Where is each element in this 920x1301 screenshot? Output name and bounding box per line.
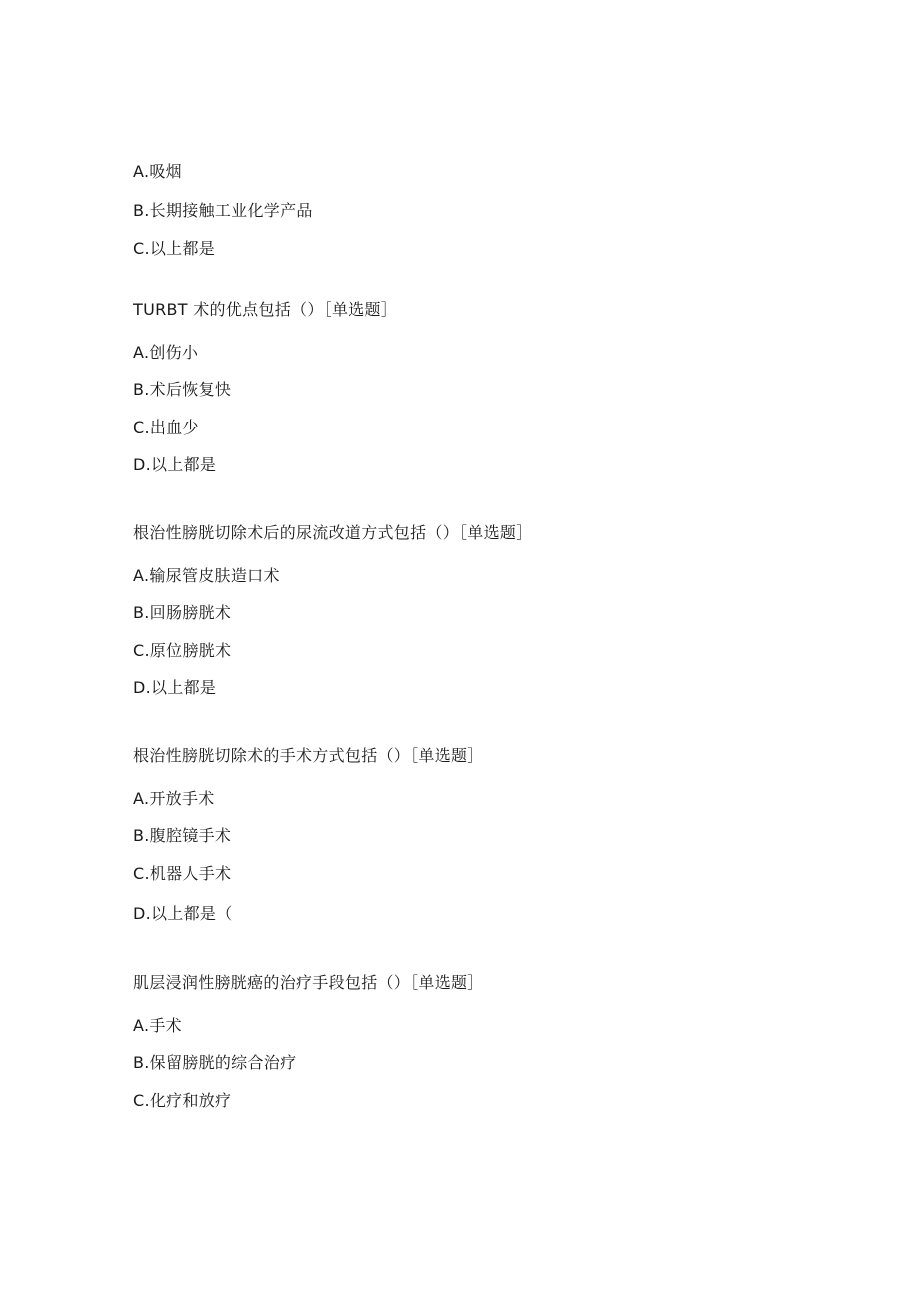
question-urinary-diversion: 根治性膀胱切除术后的尿流改道方式包括（）［单选题］ [133,523,533,542]
option-a: A.开放手术 [133,789,215,808]
option-c: C.化疗和放疗 [133,1091,232,1110]
option-a: A.吸烟 [133,162,182,181]
option-c: C.出血少 [133,418,199,437]
option-b: B.术后恢复快 [133,380,232,399]
option-b: B.保留膀胱的综合治疗 [133,1053,297,1072]
question-treatment-means: 肌层浸润性膀胱癌的治疗手段包括（）［单选题］ [133,973,484,992]
question-surgery-methods: 根治性膀胱切除术的手术方式包括（）［单选题］ [133,746,484,765]
option-a: A.手术 [133,1016,182,1035]
option-a: A.创伤小 [133,343,199,362]
option-d: D.以上都是 [133,455,217,474]
option-c: C.原位膀胱术 [133,641,232,660]
option-c: C.机器人手术 [133,864,232,883]
option-b: B.回肠膀胱术 [133,603,232,622]
option-a: A.输尿管皮肤造口术 [133,566,280,585]
option-b: B.腹腔镜手术 [133,826,232,845]
option-d: D.以上都是（ [133,904,233,923]
option-d: D.以上都是 [133,678,217,697]
option-b: B.长期接触工业化学产品 [133,201,313,220]
option-c: C.以上都是 [133,239,216,258]
question-turbt-advantages: TURBT 术的优点包括（）［单选题］ [133,300,398,319]
